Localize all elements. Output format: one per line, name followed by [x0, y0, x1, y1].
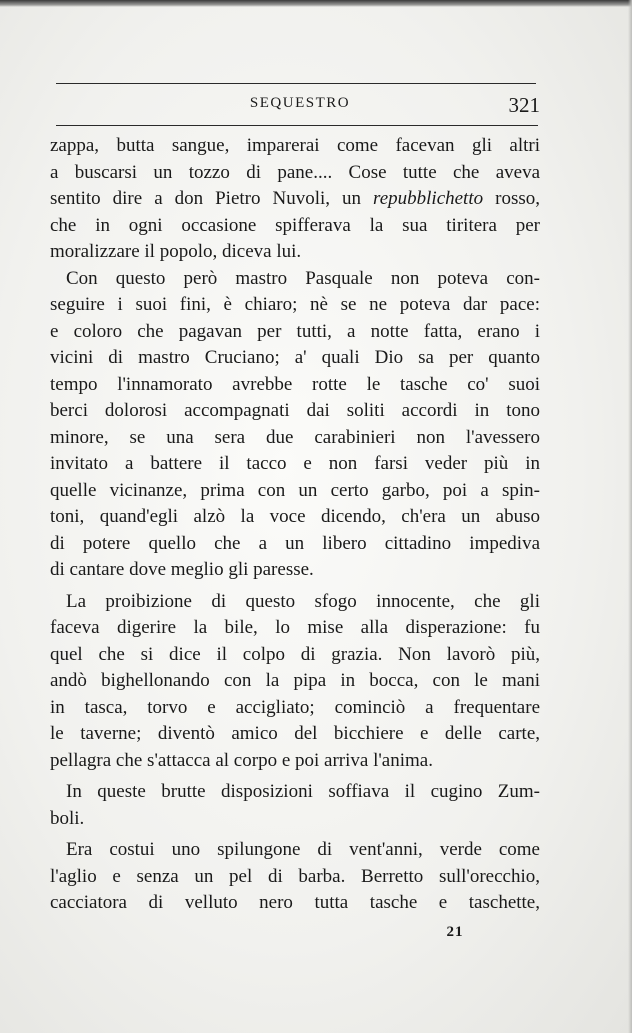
text-line: che in ogni occasione spifferava la sua tiritera per: [50, 214, 540, 236]
text-segment: sentito dire a don Pietro Nuvoli, un: [50, 188, 374, 209]
text-line: in tasca, torvo e accigliato; cominciò a frequentare: [50, 696, 540, 718]
page-right-edge: [628, 0, 632, 1033]
text-line: berci dolorosi accompagnati dai soliti accordi in tono: [50, 400, 540, 421]
paragraph: [50, 837, 540, 917]
text-line: Era costui uno spilungone di vent'anni, verde come: [66, 839, 540, 860]
text-line: a buscarsi un tozzo di pane.... Cose tutte che aveva: [50, 161, 540, 183]
signature-mark: 21: [446, 924, 464, 940]
text-line: toni, quand'egli alzò la voce dicendo, ch'era un abuso: [50, 506, 540, 527]
paragraph: [50, 133, 540, 266]
text-line: zappa, butta sangue, imparerai come facevan gli altri: [50, 135, 540, 156]
text-line: quelle vicinanze, prima con un certo garbo, poi a spin-: [50, 479, 540, 501]
text-line: tempo l'innamorato avrebbe rotte le tasche co' suoi: [50, 373, 540, 395]
text-line: pellagra che s'attacca al corpo e poi arriva l'anima.: [50, 749, 433, 771]
text-line: faceva digerire la bile, lo mise alla disperazione: fu: [50, 617, 540, 638]
text-line: l'aglio e senza un pel di barba. Berretto sull'orecchio,: [50, 865, 540, 887]
text-line: La proibizione di questo sfogo innocente, che gli: [66, 590, 540, 612]
running-title: SEQUESTRO: [249, 95, 351, 111]
text-line: [50, 186, 540, 213]
page-top-edge: [0, 0, 632, 7]
text-segment: rosso,: [483, 188, 540, 209]
header-rule-top: [56, 83, 536, 84]
page-number: 321: [508, 93, 540, 117]
paragraph: [50, 266, 540, 584]
paragraph: [50, 779, 540, 832]
text-line: moralizzare il popolo, diceva lui.: [50, 241, 302, 262]
text-line: cacciatora di velluto nero tutta tasche e taschette,: [50, 892, 540, 913]
text-line: e coloro che pagavan per tutti, a notte fatta, erano i: [50, 320, 540, 342]
text-line: le taverne; diventò amico del bicchiere e delle carte,: [50, 723, 540, 744]
text-line: minore, se una sera due carabinieri non l'avessero: [50, 426, 540, 448]
header-rule-bottom: [56, 125, 538, 126]
text-line: boli.: [50, 807, 85, 829]
paragraph: [50, 589, 540, 775]
italic-term: repubblichetto: [373, 188, 484, 209]
text-line: In queste brutte disposizioni soffiava il cugino Zum-: [66, 781, 540, 802]
text-line: invitato a battere il tacco e non farsi veder più in: [50, 453, 540, 474]
text-line: quel che si dice il colpo di grazia. Non lavorò più,: [50, 643, 540, 665]
text-line: di cantare dove meglio gli paresse.: [50, 559, 314, 580]
text-line: vicini di mastro Cruciano; a' quali Dio sa per quanto: [50, 347, 540, 368]
text-line: di potere quello che a un libero cittadino impediva: [50, 532, 540, 554]
text-line: andò bighellonando con la pipa in bocca, con le mani: [50, 670, 540, 691]
body-text: [50, 133, 540, 917]
text-line: seguire i suoi fini, è chiaro; nè se ne poteva dar pace:: [50, 294, 540, 315]
text-line: Con questo però mastro Pasquale non poteva con-: [66, 267, 540, 289]
